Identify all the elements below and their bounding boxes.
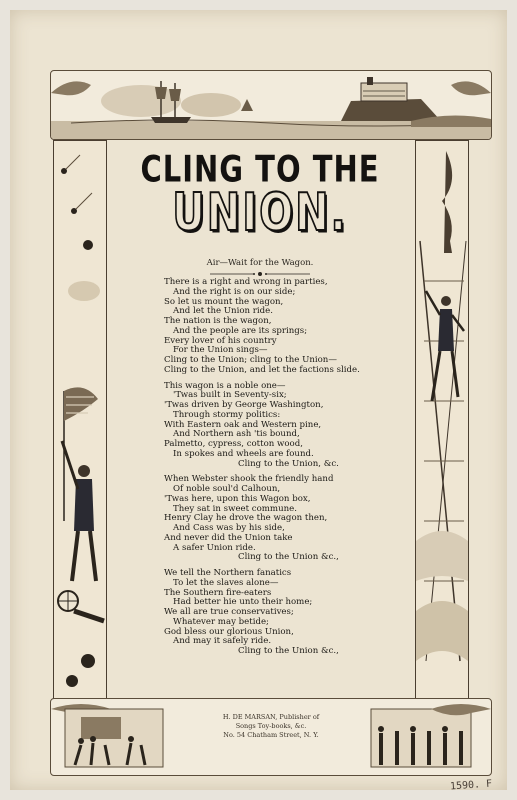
publisher-line: Songs Toy-books, &c.: [235, 722, 307, 730]
verse-line: And never did the Union take: [164, 532, 293, 543]
verse-line: Whatever may betide;: [173, 616, 269, 627]
archive-note: 1590. F: [449, 778, 493, 793]
verse-line: The nation is the wagon,: [164, 316, 272, 326]
verse-line: This wagon is a noble one—: [164, 380, 286, 391]
verse-line: 'Twas here, upon this Wagon box,: [164, 493, 311, 504]
right-border-illustration: [415, 140, 469, 702]
verse-4: [164, 569, 414, 657]
song-air: Air—Wait for the Wagon.: [206, 258, 314, 268]
verse-line: Cling to the Union, and let the factions slide.: [164, 364, 360, 375]
verse-1: [164, 278, 414, 376]
verse-chorus: Cling to the Union &c.,: [238, 646, 339, 656]
verse-line: Through stormy politics:: [173, 409, 281, 420]
verse-line: Had better hie unto their home;: [173, 597, 313, 608]
verse-line: They sat in sweet commune.: [173, 503, 297, 514]
verse-chorus: Cling to the Union &c.,: [238, 552, 339, 563]
broadside-sheet: [10, 10, 507, 793]
publisher-line: No. 54 Chatham Street, N. Y.: [223, 731, 319, 739]
bottom-vignette: [50, 698, 492, 776]
verse-line: When Webster shook the friendly hand: [164, 474, 334, 485]
verse-line: Every lover of his country: [164, 335, 277, 346]
verse-chorus: Cling to the Union, &c.: [238, 458, 339, 469]
sailor-on-mast-illustration: [416, 141, 468, 701]
verse-line: We all are true conservatives;: [164, 607, 294, 617]
verse-line: And may it safely ride.: [173, 636, 272, 647]
verse-line: We tell the Northern fanatics: [164, 568, 292, 578]
verse-line: So let us mount the wagon,: [164, 296, 284, 307]
verse-line: And the right is on our side;: [173, 286, 296, 297]
verse-line: A safer Union ride.: [173, 542, 256, 553]
publisher-imprint: [201, 713, 341, 740]
verse-line: There is a right and wrong in parties,: [164, 277, 328, 287]
verse-3: [164, 475, 414, 563]
verse-line: And the people are its springs;: [173, 325, 308, 336]
verse-line: God bless our glorious Union,: [164, 626, 294, 637]
harbor-scene-illustration: [51, 71, 491, 139]
verse-line: Palmetto, cypress, cotton wood,: [164, 439, 303, 449]
verse-line: For the Union sings—: [173, 345, 268, 356]
song-verses: [164, 278, 414, 663]
song-title-line2: UNION.: [172, 183, 348, 243]
song-content: [110, 140, 410, 696]
verse-line: In spokes and wheels are found.: [173, 448, 314, 459]
verse-line: 'Twas built in Seventy-six;: [173, 390, 287, 401]
verse-line: And Northern ash 'tis bound,: [173, 429, 300, 440]
song-title-line1: CLING TO THE: [140, 147, 380, 191]
verse-line: 'Twas driven by George Washington,: [164, 400, 324, 410]
verse-line: Of noble soul'd Calhoun,: [173, 484, 281, 494]
top-vignette: [50, 70, 492, 140]
soldier-with-flag-illustration: [54, 141, 106, 701]
verse-line: The Southern fire-eaters: [164, 587, 272, 598]
verse-line: With Eastern oak and Western pine,: [164, 419, 322, 430]
verse-line: To let the slaves alone—: [173, 577, 279, 588]
verse-2: [164, 382, 414, 470]
publisher-line: H. DE MARSAN, Publisher of: [222, 713, 320, 721]
verse-line: And let the Union ride.: [173, 306, 273, 317]
verse-line: And Cass was by his side,: [173, 523, 285, 533]
verse-line: Henry Clay he drove the wagon then,: [164, 513, 328, 524]
left-border-illustration: [53, 140, 107, 702]
verse-line: Cling to the Union; cling to the Union—: [164, 355, 337, 365]
